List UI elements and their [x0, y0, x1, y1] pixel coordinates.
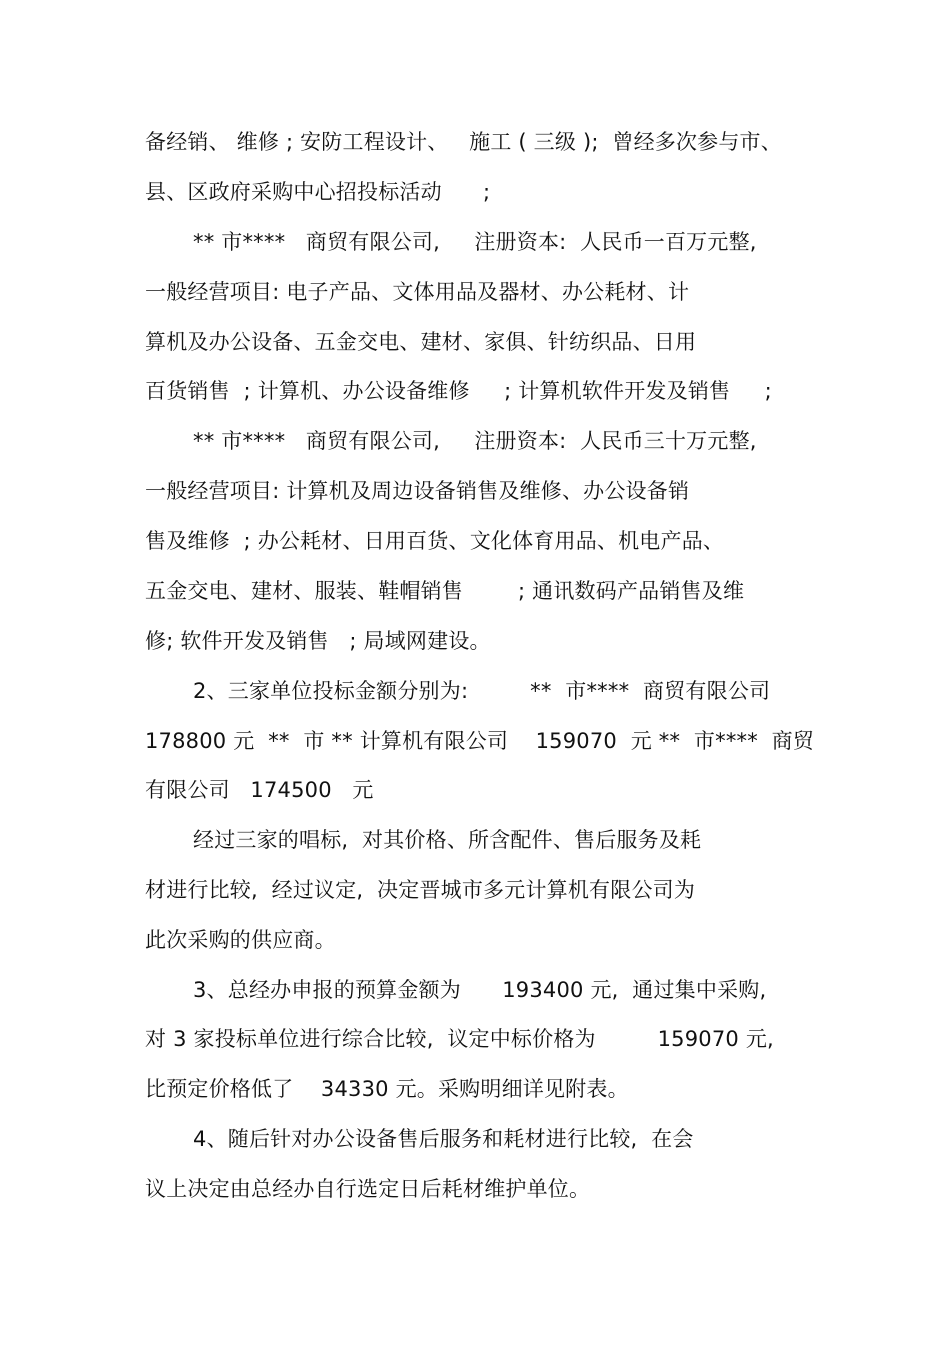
text-line: 五金交电、建材、服装、鞋帽销售 ; 通讯数码产品销售及维: [145, 579, 745, 603]
text-line: 算机及办公设备、五金交电、建材、家俱、针纺织品、日用: [145, 330, 697, 354]
text-line: 售及维修 ; 办公耗材、日用百货、文化体育用品、机电产品、: [145, 529, 725, 553]
text-line: 经过三家的唱标, 对其价格、所含配件、售后服务及耗: [193, 828, 702, 852]
text-line: ** 市**** 商贸有限公司, 注册资本: 人民币一百万元整,: [193, 230, 757, 254]
text-line: 有限公司 174500 元: [145, 778, 374, 802]
text-line: 修; 软件开发及销售 ; 局域网建设。: [145, 629, 491, 653]
text-line: 对 3 家投标单位进行综合比较, 议定中标价格为 159070 元,: [145, 1027, 774, 1051]
text-line: 178800 元 ** 市 ** 计算机有限公司 159070 元 ** 市**** 商贸: [145, 729, 815, 753]
text-line: 议上决定由总经办自行选定日后耗材维护单位。: [145, 1177, 591, 1201]
text-line: 比预定价格低了 34330 元。采购明细详见附表。: [145, 1077, 629, 1101]
text-line: 百货销售 ; 计算机、办公设备维修 ; 计算机软件开发及销售 ;: [145, 379, 772, 403]
text-line: 4、随后针对办公设备售后服务和耗材进行比较, 在会: [193, 1127, 694, 1151]
text-line: 一般经营项目: 计算机及周边设备销售及维修、办公设备销: [145, 479, 690, 503]
text-line: 一般经营项目: 电子产品、文体用品及器材、办公耗材、计: [145, 280, 690, 304]
text-line: 3、总经办申报的预算金额为 193400 元, 通过集中采购,: [193, 978, 767, 1002]
text-line: 备经销、 维修 ; 安防工程设计、 施工 ( 三级 ); 曾经多次参与市、: [145, 130, 782, 154]
text-line: ** 市**** 商贸有限公司, 注册资本: 人民币三十万元整,: [193, 429, 757, 453]
text-line: 材进行比较, 经过议定, 决定晋城市多元计算机有限公司为: [145, 878, 696, 902]
text-line: 此次采购的供应商。: [145, 928, 336, 952]
text-line: 县、区政府采购中心招投标活动 ;: [145, 180, 491, 204]
text-line: 2、三家单位投标金额分别为: ** 市**** 商贸有限公司: [193, 679, 771, 703]
